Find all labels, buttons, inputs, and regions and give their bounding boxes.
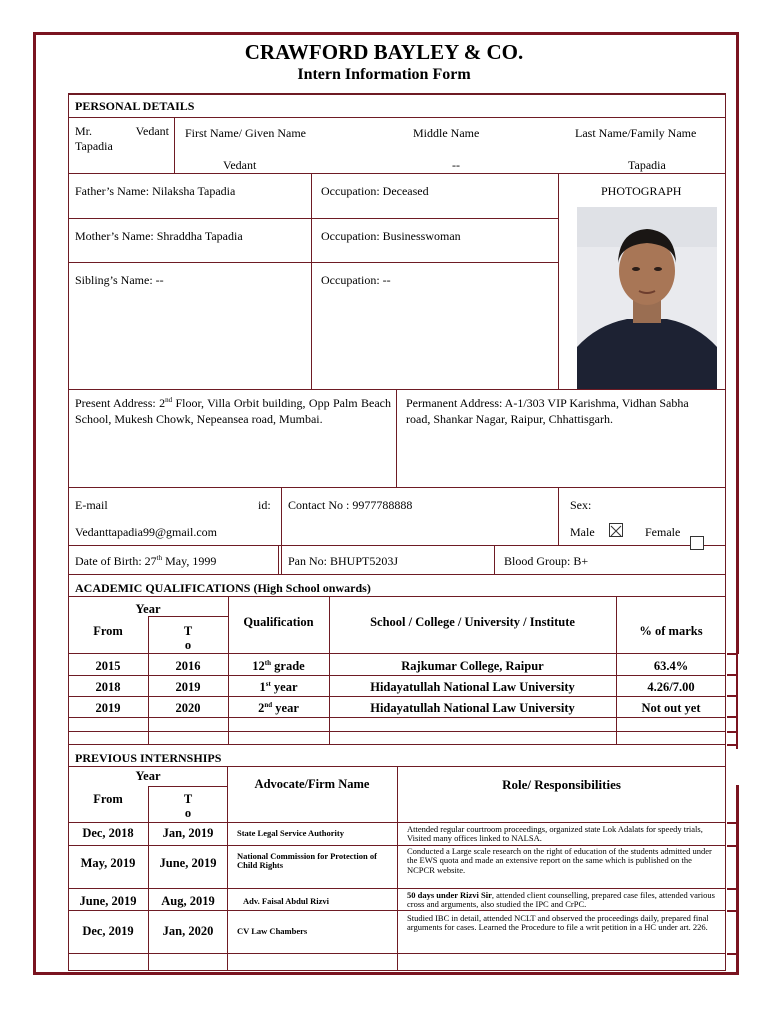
email-value: Vedanttapadia99@gmail.com bbox=[75, 525, 218, 539]
intern-to: Jan, 2020 bbox=[162, 924, 214, 938]
academic-col-marks: % of marks bbox=[639, 624, 703, 638]
mother-name: Mother’s Name: Shraddha Tapadia bbox=[75, 229, 243, 243]
academic-col-qualification: Qualification bbox=[243, 615, 314, 629]
internships-heading: PREVIOUS INTERNSHIPS bbox=[75, 751, 222, 765]
academic-col-to-b: o bbox=[184, 638, 192, 653]
academic-from: 2018 bbox=[95, 680, 121, 694]
role-text: , attended client counselling, prepared case files, attended various cross and arguments, also studied the IPC and CrPC. bbox=[407, 890, 715, 910]
academic-col-to bbox=[148, 624, 228, 653]
academic-marks: 4.26/7.00 bbox=[647, 680, 695, 694]
intern-col-firm: Advocate/Firm Name bbox=[254, 777, 370, 791]
intern-col-role: Role/ Responsibilities bbox=[502, 777, 621, 792]
role-text: Attended regular courtroom proceedings, organized state Lok Adalats for speedy trials, Visited many offices linked to NALSA. bbox=[407, 824, 703, 844]
middle-name-label: Middle Name bbox=[413, 126, 480, 140]
intern-col-from: From bbox=[93, 792, 123, 806]
academic-col-to-a: T bbox=[183, 624, 193, 638]
sibling-name: Sibling’s Name: -- bbox=[75, 273, 164, 287]
intern-col-to-b: o bbox=[184, 806, 192, 821]
present-address-sup: nd bbox=[165, 396, 173, 404]
intern-from: June, 2019 bbox=[79, 894, 137, 908]
sex-male-label: Male bbox=[570, 525, 595, 539]
first-name-value: Vedant bbox=[223, 158, 257, 172]
father-occupation: Occupation: Deceased bbox=[321, 184, 429, 198]
pan-number: Pan No: BHUPT5203J bbox=[288, 554, 399, 568]
present-address bbox=[75, 395, 391, 427]
intern-col-to-a: T bbox=[183, 792, 193, 806]
academic-from: 2015 bbox=[95, 659, 121, 673]
intern-from: Dec, 2019 bbox=[82, 924, 134, 938]
intern-role bbox=[407, 825, 721, 844]
dob-sup: th bbox=[156, 554, 163, 562]
academic-col-school: School / College / University / Institute bbox=[370, 615, 575, 629]
academic-from: 2019 bbox=[95, 701, 121, 715]
qual-a: 2 bbox=[258, 701, 265, 716]
intern-col-year: Year bbox=[135, 769, 161, 783]
email-id-label: id: bbox=[258, 498, 271, 512]
role-text: Studied IBC in detail, attended NCLT and observed the proceedings daily, prepared final arguments for cases. Learned the Procedure to file a writ petition in a HC under art. 226. bbox=[407, 913, 709, 933]
intern-from: Dec, 2018 bbox=[82, 826, 134, 840]
qual-sup: nd bbox=[264, 701, 273, 709]
academic-marks: 63.4% bbox=[653, 659, 689, 673]
intern-form bbox=[68, 93, 726, 971]
qual-b: year bbox=[272, 701, 299, 716]
male-checkbox-checked[interactable] bbox=[609, 523, 623, 537]
academic-school: Rajkumar College, Raipur bbox=[401, 659, 544, 673]
blood-group: Blood Group: B+ bbox=[504, 554, 589, 568]
salutation-full-name: Mr. Vedant Tapadia bbox=[75, 124, 169, 153]
academic-school: Hidayatullah National Law University bbox=[370, 701, 575, 715]
qual-sup: st bbox=[265, 680, 271, 688]
mother-occupation: Occupation: Businesswoman bbox=[321, 229, 461, 243]
father-name: Father’s Name: Nilaksha Tapadia bbox=[75, 184, 236, 198]
check-cross-icon bbox=[610, 525, 622, 537]
intern-role bbox=[407, 914, 721, 933]
dob-a: Date of Birth: 27 bbox=[75, 554, 157, 568]
intern-role bbox=[407, 891, 721, 910]
academic-school: Hidayatullah National Law University bbox=[370, 680, 575, 694]
last-name-label: Last Name/Family Name bbox=[575, 126, 697, 140]
qual-sup: th bbox=[264, 659, 272, 667]
sex-female-label: Female bbox=[645, 525, 681, 539]
intern-role bbox=[407, 847, 721, 875]
company-name: CRAWFORD BAYLEY & CO. bbox=[244, 40, 524, 64]
intern-firm: State Legal Service Authority bbox=[237, 828, 344, 838]
qual-a: 12 bbox=[252, 659, 265, 674]
intern-from: May, 2019 bbox=[80, 856, 136, 870]
permanent-address: Permanent Address: A-1/303 VIP Karishma, Vidhan Sabha road, Shankar Nagar, Raipur, Chhattisgarh. bbox=[406, 396, 689, 427]
academic-qualification bbox=[228, 659, 329, 674]
sex-label: Sex: bbox=[570, 498, 592, 512]
intern-col-to bbox=[148, 792, 228, 821]
role-text: Conducted a Large scale research on the right of education of the students admitted under the EWS quota and made an extensive report on the same which is published on the NCPCR website. bbox=[407, 846, 712, 875]
female-checkbox[interactable] bbox=[690, 536, 704, 550]
academic-to: 2016 bbox=[175, 659, 201, 673]
present-address-b: Floor, Villa Orbit building, Opp Palm Beach School, Mukesh Chowk, Nepeansea road, Mumbai. bbox=[75, 396, 391, 427]
academic-col-from: From bbox=[93, 624, 123, 638]
academic-to: 2019 bbox=[175, 680, 201, 694]
present-address-a: Present Address: 2 bbox=[75, 396, 166, 410]
academic-qualification bbox=[228, 701, 329, 716]
intern-firm: Adv. Faisal Abdul Rizvi bbox=[243, 896, 329, 906]
intern-firm: CV Law Chambers bbox=[237, 926, 308, 936]
sibling-occupation: Occupation: -- bbox=[321, 273, 391, 287]
photograph-label: PHOTOGRAPH bbox=[601, 184, 682, 198]
form-title: Intern Information Form bbox=[297, 66, 471, 83]
dob-b: May, 1999 bbox=[162, 554, 217, 568]
academic-col-year: Year bbox=[135, 602, 161, 616]
academic-qualification bbox=[228, 680, 329, 695]
intern-to: Aug, 2019 bbox=[161, 894, 215, 908]
intern-to: June, 2019 bbox=[159, 856, 217, 870]
intern-to: Jan, 2019 bbox=[162, 826, 214, 840]
intern-firm: National Commission for Protection of Child Rights bbox=[237, 851, 377, 871]
personal-details-heading: PERSONAL DETAILS bbox=[75, 99, 195, 113]
middle-name-value: -- bbox=[452, 158, 460, 172]
last-name-value: Tapadia bbox=[628, 158, 666, 172]
role-bold: 50 days under Rizvi Sir bbox=[407, 890, 492, 900]
contact-number: Contact No : 9977788888 bbox=[288, 498, 413, 512]
applicant-photo bbox=[577, 207, 717, 389]
academic-to: 2020 bbox=[175, 701, 201, 715]
email-label: E-mail bbox=[75, 498, 108, 512]
academic-marks: Not out yet bbox=[641, 701, 701, 715]
academic-heading: ACADEMIC QUALIFICATIONS (High School onwards) bbox=[75, 581, 371, 595]
first-name-label: First Name/ Given Name bbox=[185, 126, 306, 140]
date-of-birth bbox=[75, 554, 216, 569]
qual-a: 1 bbox=[259, 680, 266, 695]
qual-b: grade bbox=[271, 659, 305, 674]
qual-b: year bbox=[270, 680, 298, 695]
